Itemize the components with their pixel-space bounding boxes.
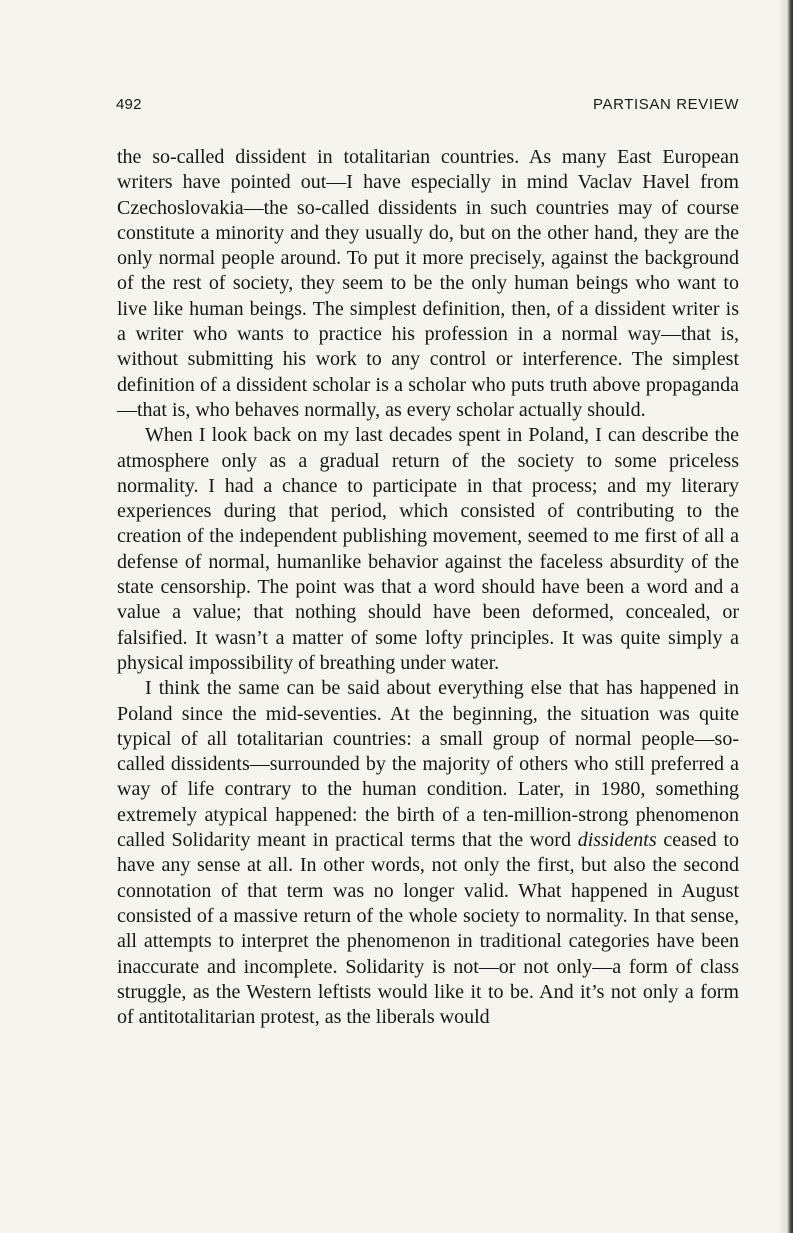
paragraph (117, 145, 739, 423)
page-header (116, 96, 739, 118)
paragraph-text: I think the same can be said about everything else that has happened in Poland since the mid-seventies. At the beginning, the situation was quite typical of all totalitarian countries: a small group of normal people—so-called dissidents—surrounded by the majority of others who still preferred a way of life contrary to the human condition. Later, in 1980, something extremely atypical happened: the birth of a ten-million-strong phenomenon called Solidarity meant in practical terms that the word (117, 677, 739, 852)
running-head: PARTISAN REVIEW (593, 96, 739, 113)
body-text (117, 145, 739, 1030)
paragraph (117, 676, 739, 1030)
page-number: 492 (116, 96, 142, 113)
paragraph-text: ceased to have any sense at all. In other words, not only the first, but also the second connotation of that term was no longer valid. What happened in August consisted of a massive return of the whole society to normality. In that sense, all attempts to interpret the phenomenon in traditional categories have been inaccurate and incomplete. Solidarity is not—or not only—a form of class struggle, as the Western leftists would like it to be. And it’s not only a form of antitotalitarian protest, as the liberals would (117, 829, 739, 1029)
paragraph (117, 423, 739, 676)
paragraph-text: When I look back on my last decades spent in Poland, I can describe the atmosphere only as a gradual return of the society to some priceless normality. I had a chance to participate in that process; and my literary experiences during that period, which consisted of contributing to the creation of the independent publishing movement, seemed to me first of all a defense of normal, humanlike behavior against the faceless absurdity of the state censorship. The point was that a word should have been a word and a value a value; that nothing should have been deformed, concealed, or falsified. It wasn’t a matter of some lofty principles. It was quite simply a physical impossibility of breathing under water. (117, 424, 739, 674)
italic-term: dissidents (577, 829, 657, 852)
page-edge (787, 0, 793, 1233)
page-edge-shadow (777, 0, 787, 1233)
paragraph-text: the so-called dissident in totalitarian countries. As many East European writers have pointed out—I have especially in mind Vaclav Havel from Czechoslovakia—the so-called dissidents in such countries may of course constitute a minority and they usually do, but on the other hand, they are the only normal people around. To put it more precisely, against the background of the rest of society, they seem to be the only human beings who want to live like human beings. The simplest definition, then, of a dissident writer is a writer who wants to practice his profession in a normal way—that is, without submitting his work to any control or interference. The simplest definition of a dissident scholar is a scholar who puts truth above propaganda—that is, who behaves normally, as every scholar actually should. (117, 146, 739, 421)
